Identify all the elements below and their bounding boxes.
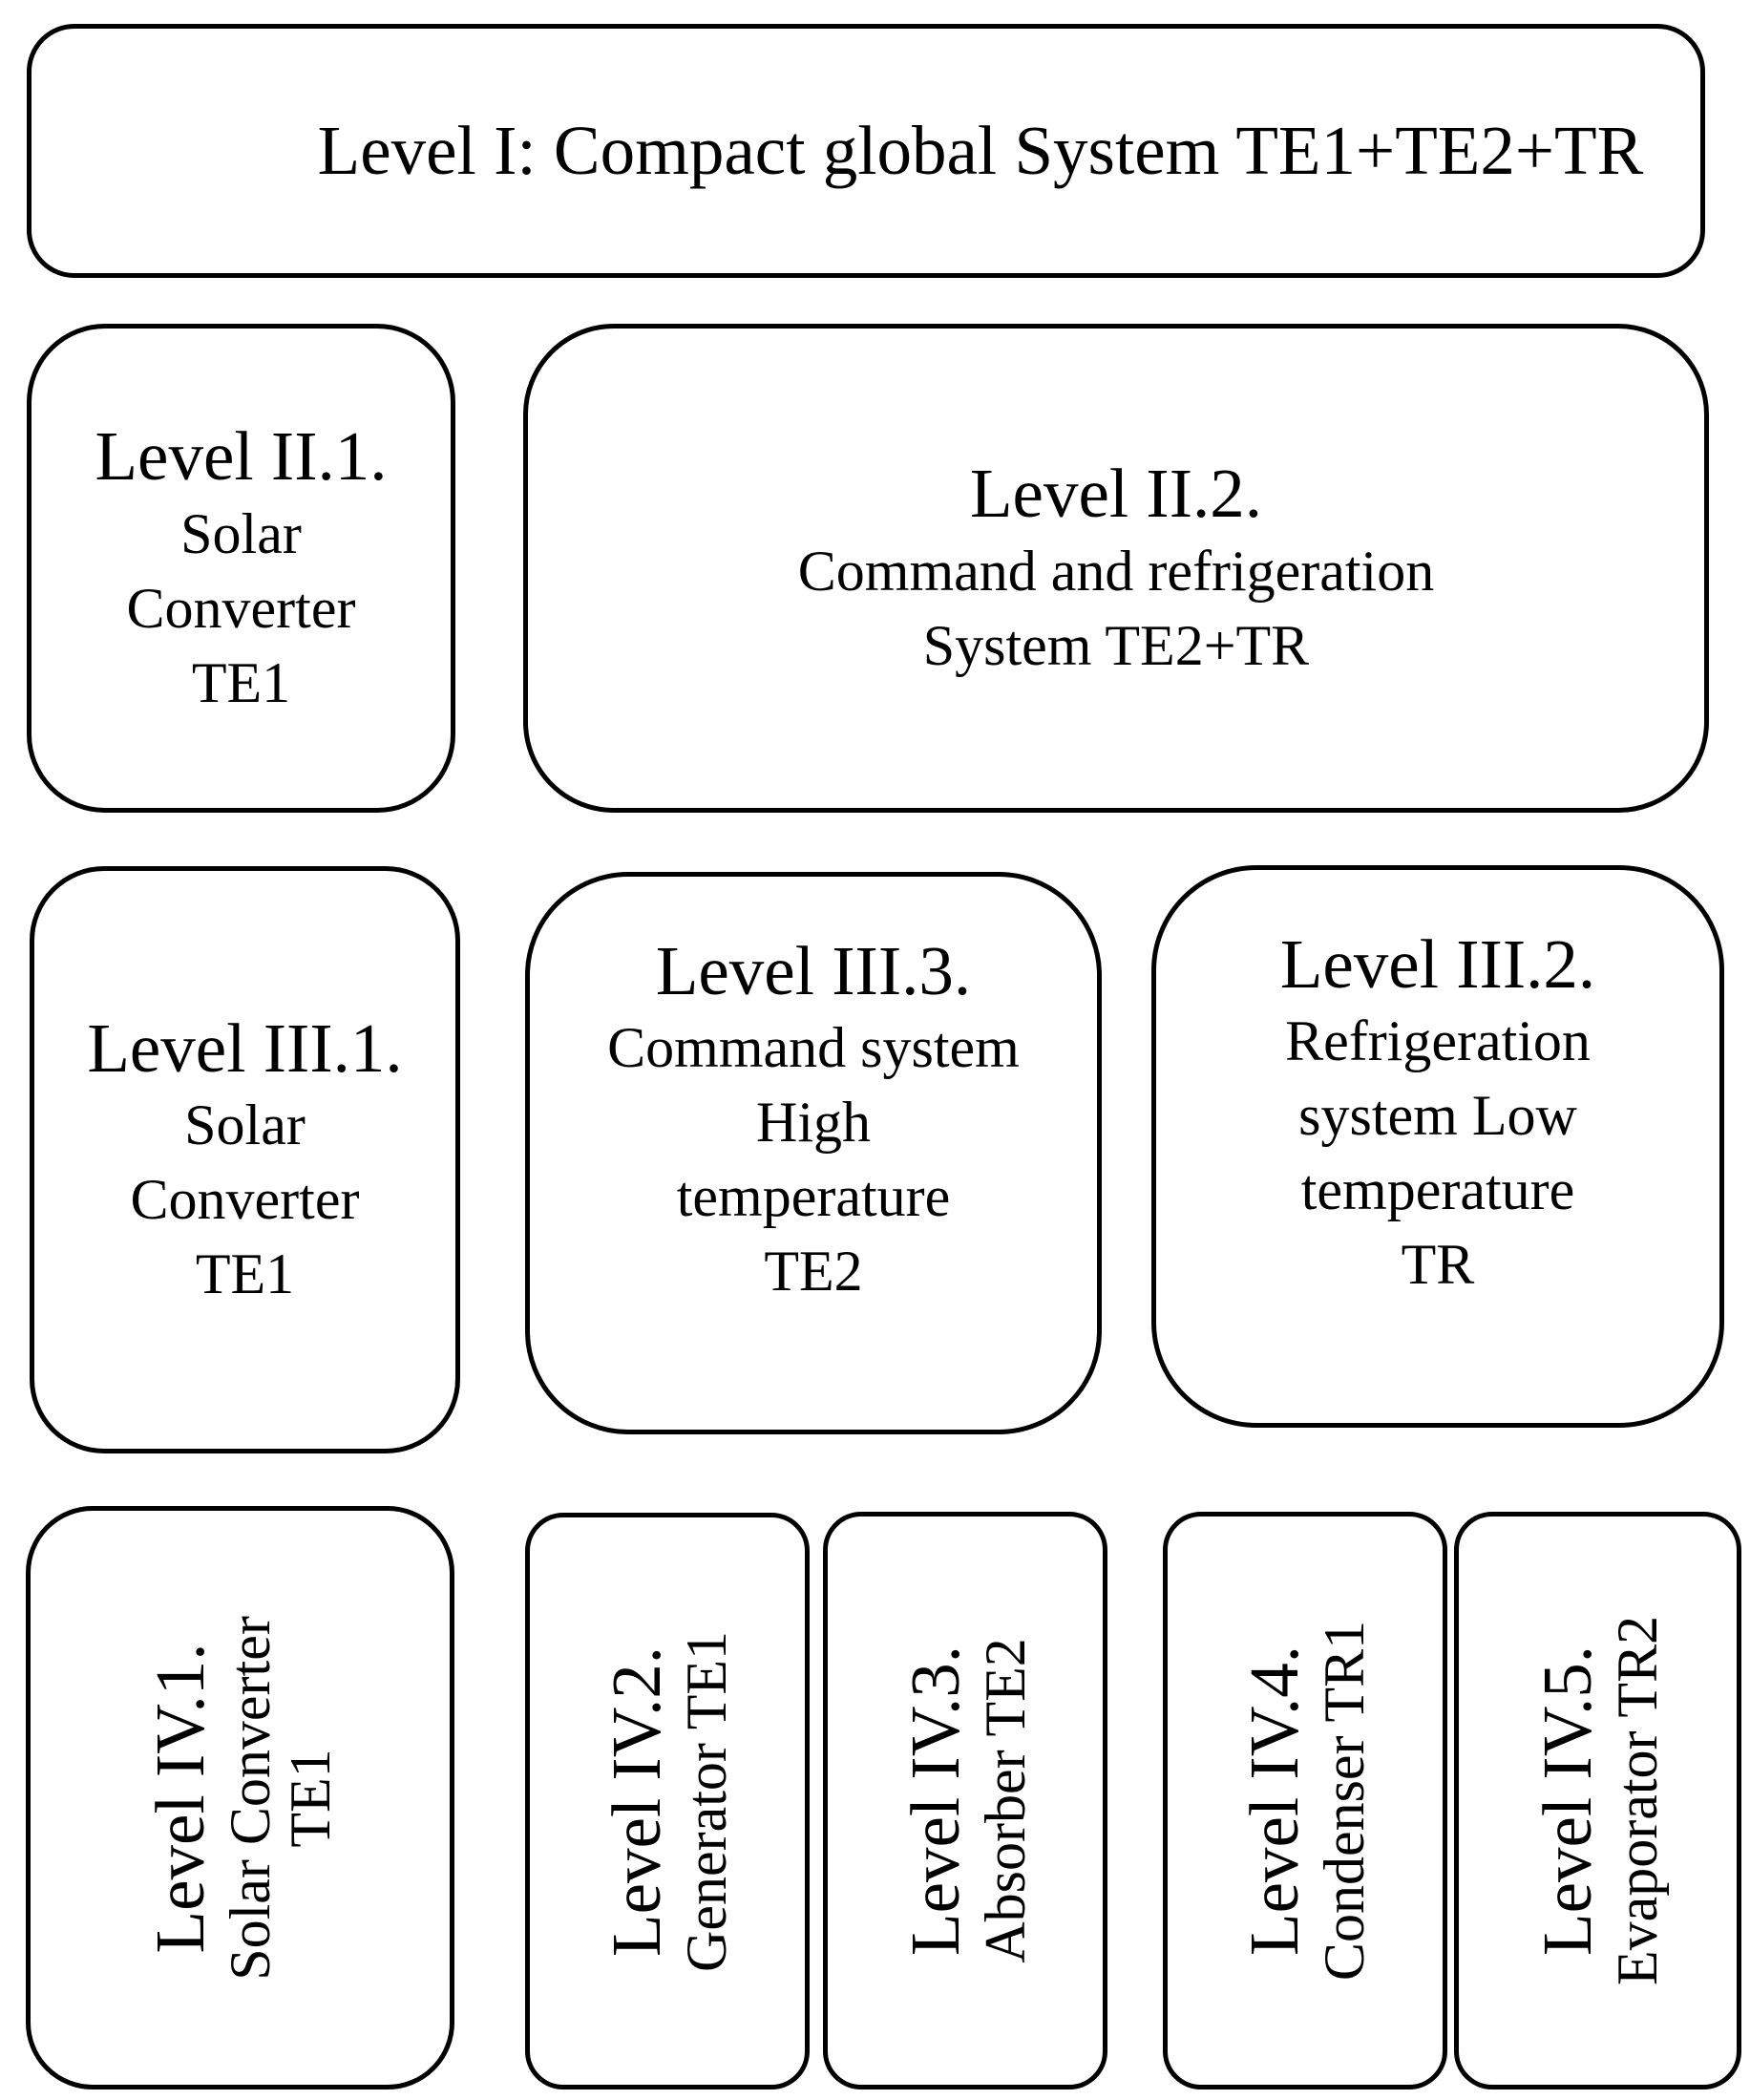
level-2-1-line-3: TE1	[191, 650, 291, 714]
level-3-3-content	[584, 931, 1043, 1309]
level-3-3-line-4: TE2	[764, 1240, 863, 1304]
level-1-text: Level I: Compact global System TE1+TE2+TR	[317, 112, 1644, 190]
level-4-2-line-1: Generator TE1	[675, 1630, 739, 1972]
level-4-3-title: Level IV.3.	[896, 1644, 974, 1957]
level-2-2-line-2: System TE2+TR	[922, 613, 1310, 677]
level-4-3-line-1: Absorber TE2	[973, 1638, 1037, 1963]
level-2-2-box	[523, 324, 1709, 813]
level-2-1-box	[27, 324, 455, 813]
level-4-2-box	[525, 1513, 810, 2089]
level-3-3-line-2: High	[756, 1091, 871, 1155]
level-3-2-line-1: Refrigeration	[1285, 1009, 1591, 1073]
level-4-5-rotated-text	[1528, 1616, 1668, 1985]
level-3-1-title: Level III.1.	[87, 1008, 403, 1087]
level-4-4-line-1: Condenser TR1	[1313, 1620, 1377, 1982]
level-4-1-line-2: TE1	[278, 1748, 342, 1848]
level-3-2-line-2: system Low	[1298, 1084, 1577, 1148]
level-4-1-line-1: Solar Converter	[218, 1615, 282, 1981]
level-4-2-rotated-text	[598, 1630, 738, 1971]
level-3-1-line-2: Converter	[130, 1168, 360, 1232]
level-4-4-title: Level IV.4.	[1235, 1644, 1314, 1957]
level-4-1-box	[26, 1506, 454, 2089]
level-3-1-box	[30, 866, 460, 1453]
level-3-3-line-3: temperature	[676, 1165, 951, 1229]
level-3-3-box	[525, 872, 1102, 1434]
level-2-1-line-2: Converter	[126, 576, 356, 640]
level-2-2-line-1: Command and refrigeration	[797, 539, 1435, 603]
level-2-1-line-1: Solar	[180, 501, 302, 565]
level-3-3-line-1: Command system	[607, 1016, 1020, 1080]
level-2-1-title: Level II.1.	[95, 417, 388, 496]
level-4-4-box	[1163, 1512, 1447, 2089]
level-3-3-title: Level III.3.	[655, 931, 972, 1009]
level-4-3-box	[823, 1512, 1107, 2089]
level-4-2-title: Level IV.2.	[598, 1645, 676, 1957]
level-2-2-title: Level II.2.	[969, 455, 1263, 533]
level-1-box	[27, 24, 1705, 278]
level-3-1-line-3: TE1	[195, 1242, 295, 1306]
level-4-1-rotated-text	[140, 1616, 341, 1981]
level-3-2-content	[1256, 924, 1619, 1303]
level-4-3-rotated-text	[896, 1638, 1036, 1963]
level-3-2-line-4: TR	[1401, 1233, 1475, 1297]
level-4-1-title: Level IV.1.	[140, 1642, 219, 1954]
level-3-2-title: Level III.2.	[1279, 924, 1596, 1003]
level-4-4-rotated-text	[1235, 1621, 1376, 1981]
level-3-1-line-1: Solar	[184, 1093, 306, 1157]
level-3-2-line-3: temperature	[1300, 1158, 1575, 1222]
level-4-5-title: Level IV.5.	[1529, 1644, 1607, 1957]
level-4-5-box	[1454, 1512, 1741, 2089]
level-4-5-line-1: Evaporator TR2	[1605, 1615, 1669, 1986]
level-3-2-box	[1151, 865, 1724, 1428]
